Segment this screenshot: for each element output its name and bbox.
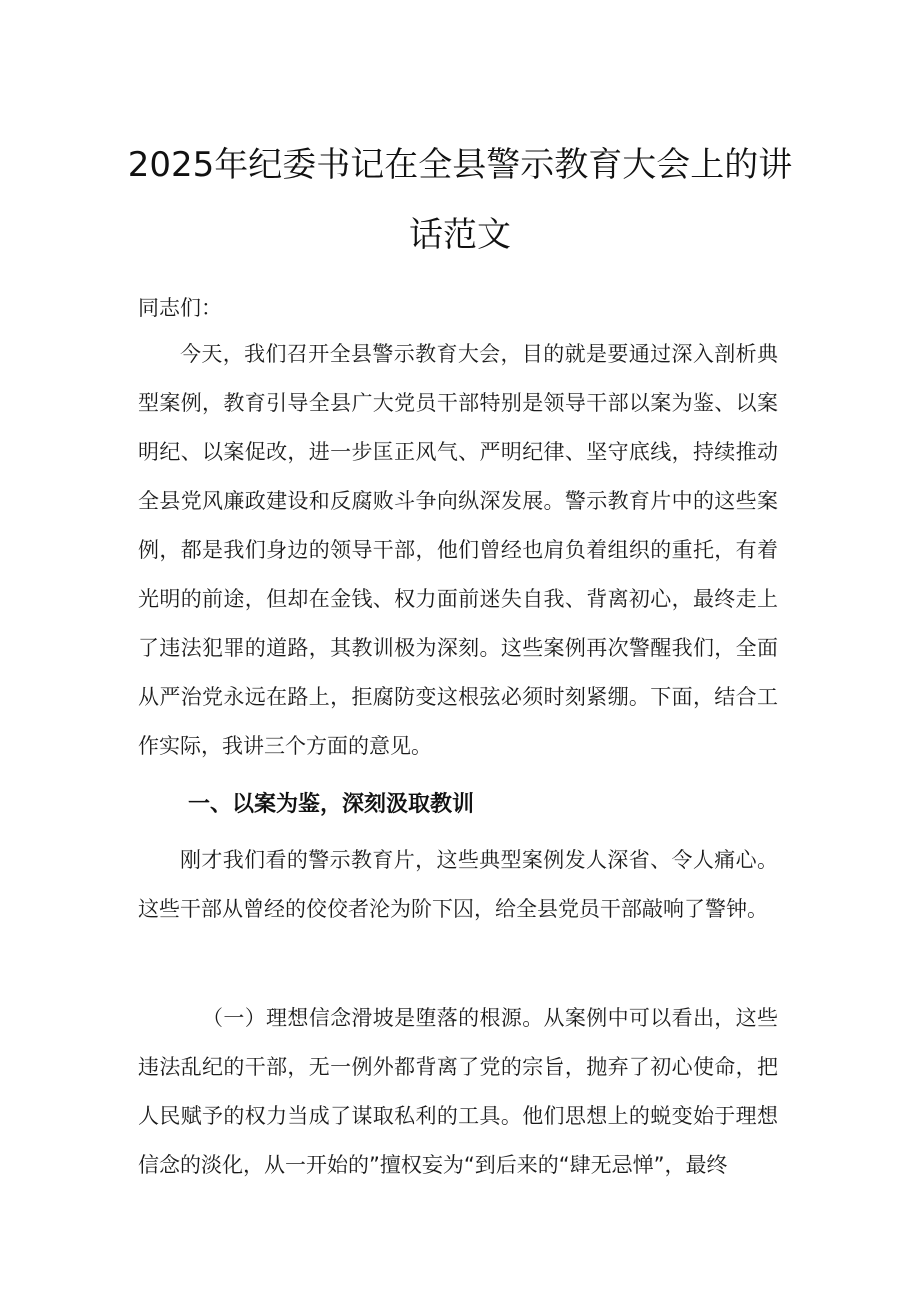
section-heading: 一、以案为鉴，深刻汲取教训 xyxy=(188,792,475,817)
greeting: 同志们： xyxy=(138,296,222,320)
document-title-line-1: 2025年纪委书记在全县警示教育大会上的讲 xyxy=(127,145,793,185)
paragraph-intro: 今天，我们召开全县警示教育大会，目的就是要通过深入剖析典型案例，教育引导全县广大党员干部特别是领导干部以案为鉴、以案明纪、以案促改，进一步匡正风气、严明纪律、坚守底线，持续推动全县党风廉政建设和反腐败斗争向纵深发展。警示教育片中的这些案例，都是我们身边的领导干部，他们曾经也肩负着组织的重托，有着光明的前途，但却在金钱、权力面前迷失自我、背离初心，最终走上了违法犯罪的道路，其教训极为深刻。这些案例再次警醒我们，全面从严治党永远在路上，拒腐防变这根弦必须时刻紧绷。下面，结合工作实际，我讲三个方面的意见。 xyxy=(138,342,778,758)
paragraph-section-intro: 刚才我们看的警示教育片，这些典型案例发人深省、令人痛心。这些干部从曾经的佼佼者沦为阶下囚，给全县党员干部敲响了警钟。 xyxy=(138,848,778,921)
paragraph-subsection-1: （一）理想信念滑坡是堕落的根源。从案例中可以看出，这些违法乱纪的干部，无一例外都背离了党的宗旨，抛弃了初心使命，把人民赋予的权力当成了谋取私利的工具。他们思想上的蜕变始于理想信念的淡化，从一开始的”擅权妄为“到后来的“肆无忌惮”，最终 xyxy=(138,1006,778,1177)
document-title-line-2: 话范文 xyxy=(409,215,511,255)
